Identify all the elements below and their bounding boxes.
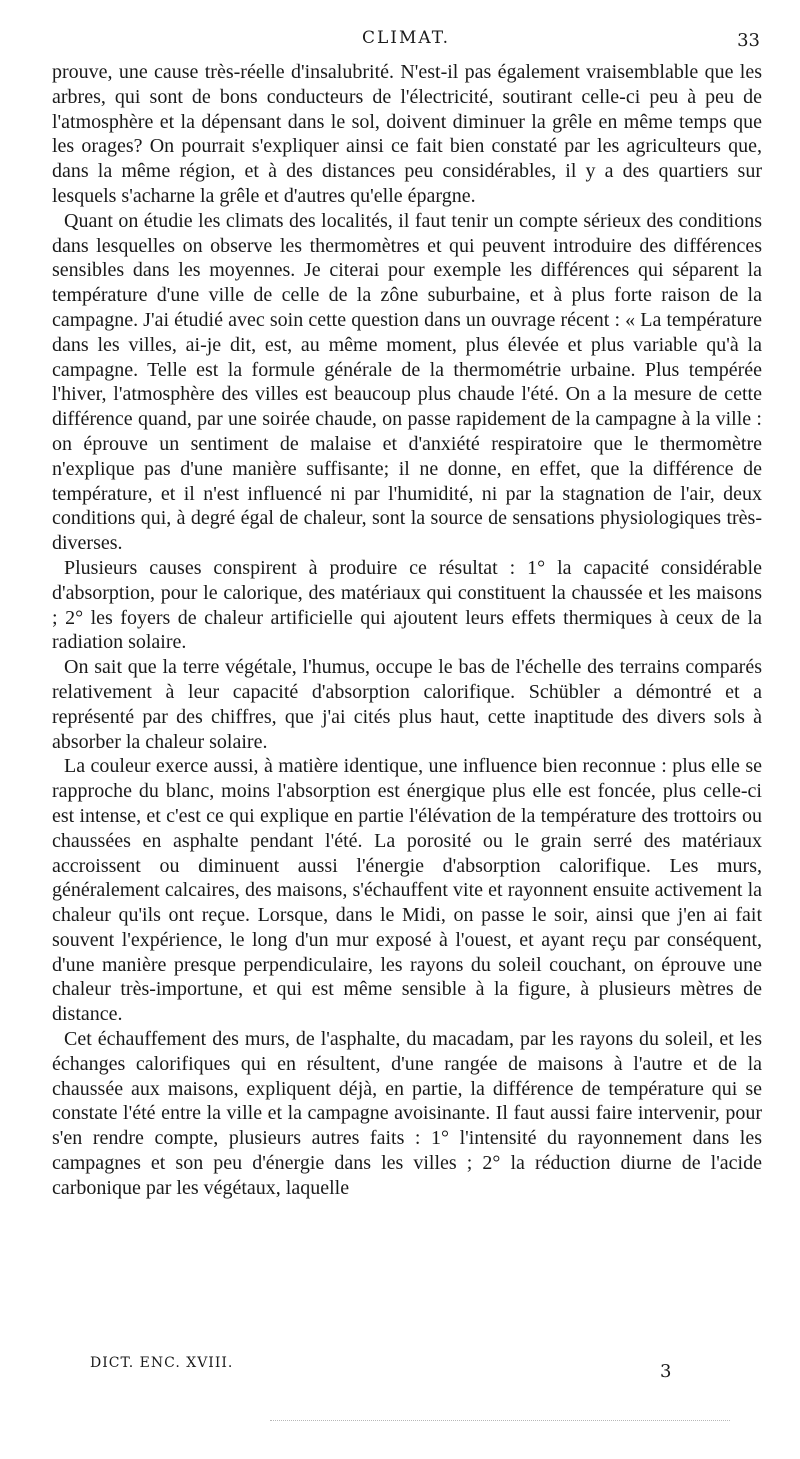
printer-signature: DICT. ENC. XVIII. (90, 1355, 234, 1371)
page-number: 33 (737, 30, 760, 51)
scan-artifact-line (270, 1420, 730, 1422)
paragraph-plusieurs-causes: Plusieurs causes conspirent à produire ce résultat : 1° la capacité considérable d'absorption, pour le calorique, des matériaux qui constituent la chaussée et les maisons ; 2° les foyers de chaleur artificielle qui ajoutent leurs effets thermiques à ceux de la radiation solaire. (52, 556, 762, 654)
sheet-number: 3 (660, 1361, 672, 1382)
paragraph-echauffement: Cet échauffement des murs, de l'asphalte, du macadam, par les rayons du soleil, et les échanges calorifiques qui en résultent, d'une rangée de maisons à l'autre et de la chaussée aux maisons, expliquent déjà, en partie, la différence de température qui se constate l'été entre la ville et la campagne avoisinante. Il faut aussi faire intervenir, pour s'en rendre compte, plusieurs autres faits : 1° l'intensité du rayonnement dans les campagnes et son peu d'énergie dans les villes ; 2° la réduction diurne de l'acide carbonique par les végétaux, laquelle (52, 1028, 762, 1199)
paragraph-climats-localites: Quant on étudie les climats des localités, il faut tenir un compte sérieux des conditions dans lesquelles on observe les thermomètres et qui peuvent introduire des différences sensibles dans les moyennes. Je citerai pour exemple les différences qui séparent la température d'une ville de celle de la zône suburbaine, et à plus forte raison de la campagne. J'ai étudié avec soin cette question dans un ouvrage récent : « La température dans les villes, ai-je dit, est, au même moment, plus élevée et plus variable qu'à la campagne. Telle est la formule générale de la thermométrie urbaine. Plus tempérée l'hiver, l'atmosphère des villes est beaucoup plus chaude l'été. On a la mesure de cette différence quand, par une soirée chaude, on passe rapidement de la campagne à la ville : on éprouve un sentiment de malaise et d'anxiété respiratoire que le thermomètre n'explique pas d'une manière suffisante; il ne donne, en effet, que la différence de température, et il n'est influencé ni par l'humidité, ni par la stagnation de l'air, deux conditions qui, à degré égal de chaleur, sont la source de sensations physiologiques très-diverses. (52, 209, 762, 555)
paragraph-terre-vegetale: On sait que la terre végétale, l'humus, occupe le bas de l'échelle des terrains comparés relativement à leur capacité d'absorption calorifique. Schübler a démontré et a représenté par des chiffres, que j'ai cités plus haut, cette inaptitude des divers sols à absorber la chaleur solaire. (52, 656, 762, 753)
page-footer (90, 1355, 690, 1395)
running-title: CLIMAT. (361, 28, 450, 48)
body-text (52, 60, 762, 1201)
paragraph-continued: prouve, une cause très-réelle d'insalubrité. N'est-il pas également vraisemblable que les arbres, qui sont de bons conducteurs de l'électricité, soutirant celle-ci peu à peu de l'atmosphère et la dépensant dans le sol, doivent diminuer la grêle en même temps que les orages? On pourrait s'expliquer ainsi ce fait bien constaté par les agriculteurs que, dans la même région, et à des distances peu considérables, il y a des quartiers sur lesquels s'acharne la grêle et d'autres qu'elle épargne. (52, 61, 762, 207)
running-head (52, 28, 760, 54)
paragraph-couleur: La couleur exerce aussi, à matière identique, une influence bien reconnue : plus elle se rapproche du blanc, moins l'absorption est énergique plus elle est foncée, plus celle-ci est intense, et c'est ce qui explique en partie l'élévation de la température des trottoirs ou chaussées en asphalte pendant l'été. La porosité ou le grain serré des matériaux accroissent ou diminuent aussi l'énergie d'absorption calorifique. Les murs, généralement calcaires, des maisons, s'échauffent vite et rayonnent ensuite activement la chaleur qu'ils ont reçue. Lorsque, dans le Midi, on passe le soir, ainsi que j'en ai fait souvent l'expérience, le long d'un mur exposé à l'ouest, et ayant reçu par conséquent, d'une manière presque perpendiculaire, les rayons du soleil couchant, on éprouve une chaleur très-importune, et qui est même sensible à la figure, à plusieurs mètres de distance. (52, 755, 762, 1026)
